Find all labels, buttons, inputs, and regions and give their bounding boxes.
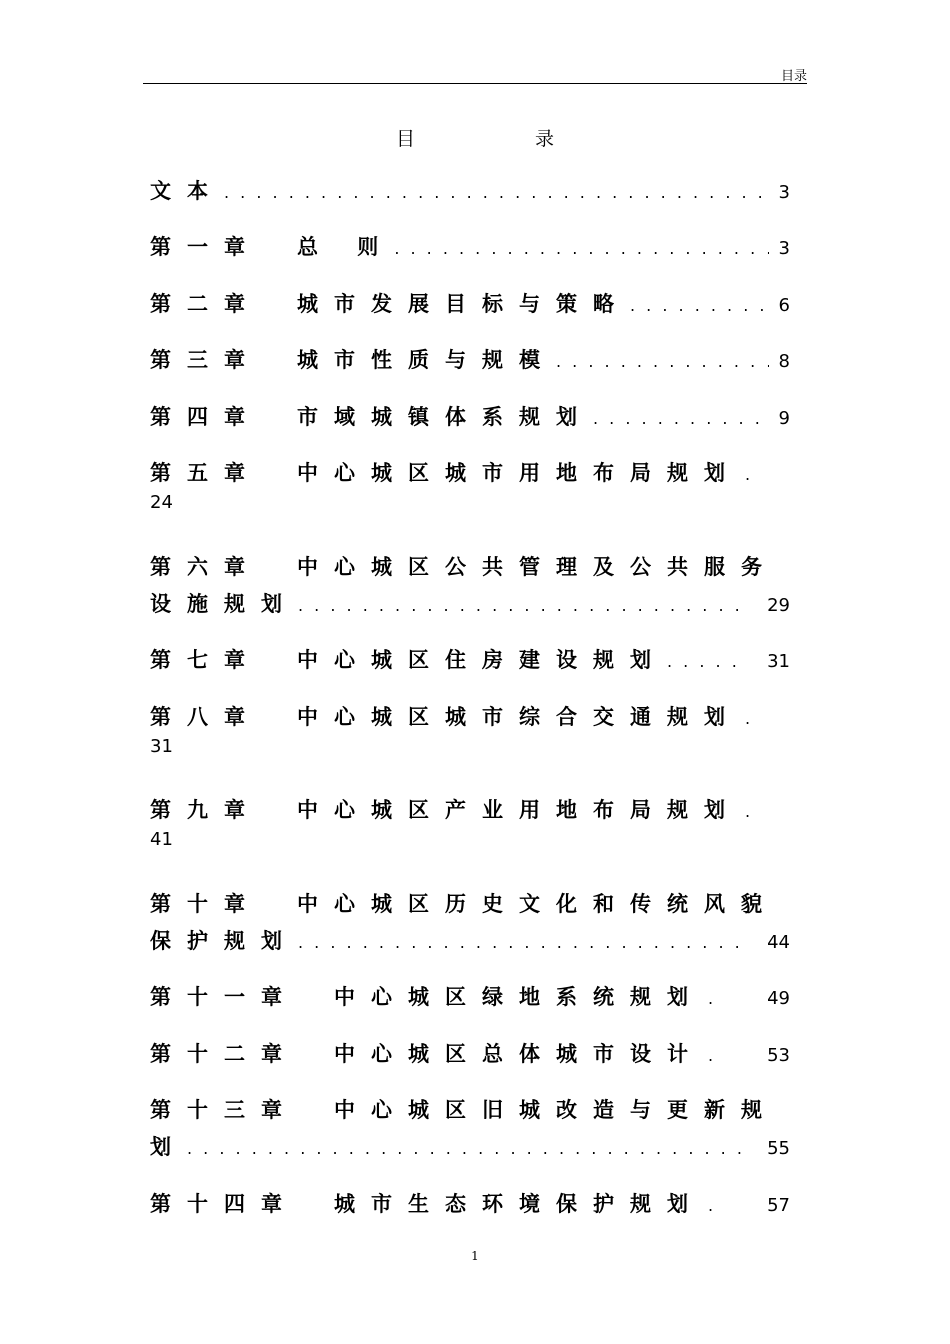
toc-page-number: 3 <box>778 182 790 203</box>
dot-leader <box>298 927 743 959</box>
toc-chapter-label: 第六章 <box>150 555 261 579</box>
running-header: 目录 <box>780 69 807 84</box>
toc-page-number: 6 <box>778 295 790 316</box>
toc-entry-chapter-2[interactable] <box>150 288 790 320</box>
toc-page-number: 57 <box>767 1195 790 1216</box>
dot-leader <box>630 290 769 322</box>
dot-leader <box>187 1133 743 1165</box>
toc-entry-chapter-11[interactable] <box>150 981 790 1013</box>
toc-chapter-title: 中心城区城市综合交通规划 <box>297 705 741 729</box>
toc-entry-chapter-3[interactable] <box>150 344 790 376</box>
toc-chapter-title-cont: 保护规划 <box>150 929 298 953</box>
toc-chapter-title: 城市生态环境保护规划 <box>334 1192 704 1216</box>
toc-chapter-label: 第二章 <box>150 292 261 316</box>
toc-page-number: 55 <box>767 1138 790 1159</box>
toc-chapter-label: 第七章 <box>150 648 261 672</box>
toc-chapter-label: 第八章 <box>150 705 261 729</box>
toc-entry-chapter-14[interactable] <box>150 1188 790 1220</box>
dot-leader <box>224 177 769 209</box>
toc-chapter-label: 文本 <box>150 179 224 203</box>
toc-entry-text[interactable] <box>150 175 790 207</box>
toc-entry-chapter-6[interactable] <box>150 551 790 620</box>
toc-entry-chapter-4[interactable] <box>150 401 790 433</box>
dot-leader <box>593 403 769 435</box>
dot-leader <box>394 233 768 265</box>
toc-title-left: 目 <box>395 128 415 150</box>
toc-entry-chapter-1[interactable] <box>150 231 790 263</box>
toc-chapter-label: 第十章 <box>150 892 261 916</box>
toc-chapter-label: 第十一章 <box>150 985 298 1009</box>
toc-chapter-label: 第十三章 <box>150 1098 298 1122</box>
toc-chapter-title: 中心城区总体城市设计 <box>334 1042 704 1066</box>
dot-leader: . <box>708 1196 714 1215</box>
header-rule <box>143 83 807 84</box>
toc-title <box>0 124 950 151</box>
toc-chapter-title: 市域城镇体系规划 <box>297 405 593 429</box>
toc-entry-chapter-9[interactable] <box>150 794 790 854</box>
dot-leader <box>667 646 743 678</box>
toc-entry-chapter-10[interactable] <box>150 888 790 957</box>
toc-page-number: 3 <box>778 238 790 259</box>
toc-page-number: 31 <box>767 651 790 672</box>
dot-leader: . <box>745 802 751 821</box>
toc-chapter-label: 第一章 <box>150 235 261 259</box>
toc-chapter-title: 城市发展目标与策略 <box>297 292 630 316</box>
toc-entry-chapter-8[interactable] <box>150 701 790 761</box>
toc-entry-chapter-5[interactable] <box>150 457 790 517</box>
toc-title-right: 录 <box>535 128 555 150</box>
toc-page-number: 41 <box>150 829 173 850</box>
toc-entry-chapter-7[interactable] <box>150 644 790 676</box>
toc-page-number: 44 <box>767 932 790 953</box>
toc-page-number: 8 <box>778 351 790 372</box>
toc-chapter-label: 第十四章 <box>150 1192 298 1216</box>
toc-chapter-label: 第三章 <box>150 348 261 372</box>
page-number: 1 <box>471 1249 479 1263</box>
toc-entry-chapter-13[interactable] <box>150 1094 790 1163</box>
dot-leader: . <box>745 709 751 728</box>
toc-chapter-title: 中心城区产业用地布局规划 <box>297 798 741 822</box>
toc-chapter-label: 第九章 <box>150 798 261 822</box>
dot-leader: . <box>708 989 714 1008</box>
toc-chapter-title: 城市性质与规模 <box>297 348 556 372</box>
toc-chapter-title: 中心城区城市用地布局规划 <box>297 461 741 485</box>
toc-chapter-label: 第五章 <box>150 461 261 485</box>
toc-chapter-title: 中心城区绿地系统规划 <box>334 985 704 1009</box>
toc-chapter-title-cont: 设施规划 <box>150 592 298 616</box>
toc-page-number: 31 <box>150 736 173 757</box>
dot-leader <box>556 346 769 378</box>
toc-page-number: 29 <box>767 595 790 616</box>
toc-page-number: 53 <box>767 1045 790 1066</box>
toc-page-number: 49 <box>767 988 790 1009</box>
toc-chapter-label: 第四章 <box>150 405 261 429</box>
toc-page-number: 24 <box>150 492 173 513</box>
toc-page-number: 9 <box>778 408 790 429</box>
toc-chapter-title: 中心城区公共管理及公共服务 <box>297 555 778 579</box>
toc-chapter-label: 第十二章 <box>150 1042 298 1066</box>
dot-leader: . <box>745 465 751 484</box>
toc-chapter-title: 中心城区住房建设规划 <box>297 648 667 672</box>
toc-chapter-title: 总 则 <box>297 235 395 259</box>
dot-leader: . <box>708 1046 714 1065</box>
toc-chapter-title: 中心城区旧城改造与更新规 <box>334 1098 778 1122</box>
dot-leader <box>298 590 743 622</box>
toc-chapter-title-cont: 划 <box>150 1135 187 1159</box>
toc-entry-chapter-12[interactable] <box>150 1038 790 1070</box>
toc-chapter-title: 中心城区历史文化和传统风貌 <box>297 892 778 916</box>
